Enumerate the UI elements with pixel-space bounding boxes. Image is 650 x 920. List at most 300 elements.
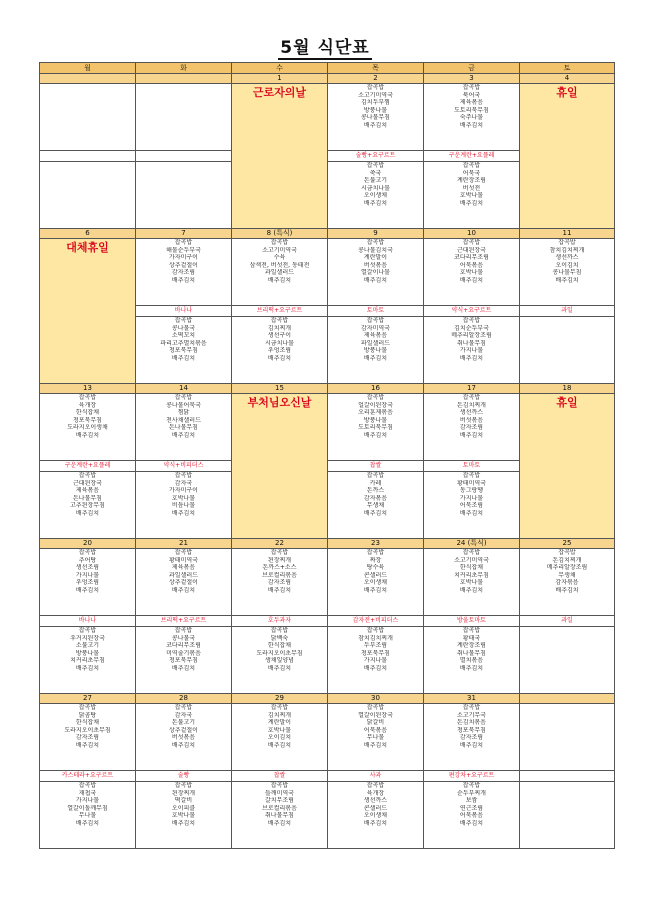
menu-item: 추어탕: [78, 556, 97, 564]
menu-item: 배추김치: [267, 354, 292, 362]
menu-item: 방풍나물: [75, 649, 100, 657]
menu-item: 생선까스: [555, 254, 579, 262]
holiday-label: 근로자의날: [232, 84, 328, 229]
menu-item: 오이생채: [363, 579, 388, 587]
menu-item: 청포묵무침: [457, 726, 486, 734]
menu-item: 가자미구이: [169, 487, 198, 495]
snack-item: 브리떡+요구르트: [232, 306, 328, 317]
menu-item: 숙주나물: [459, 114, 484, 122]
menu-item: 잡곡밥: [366, 317, 385, 324]
lunch-row: [40, 84, 615, 151]
menu-item: 콩나물김치국: [358, 246, 393, 254]
menu-item: 황태미역국: [169, 556, 198, 564]
menu-item: 된장찌개: [267, 556, 292, 564]
menu-item: 잡곡밥: [462, 239, 481, 246]
dinner-menu: [328, 317, 424, 384]
menu-item: 콩나물무침: [361, 114, 390, 122]
menu-item: 배추김치: [267, 664, 292, 672]
menu-item: 재첩국: [78, 789, 97, 797]
lunch-menu: [424, 549, 520, 616]
snack-item: [520, 771, 615, 782]
date-cell: 20: [40, 539, 136, 549]
menu-item: 어묵볶음: [459, 261, 484, 269]
date-row: [40, 74, 615, 84]
menu-item: 된장찌개: [171, 789, 196, 797]
menu-item: 닭갈비: [366, 719, 385, 727]
date-cell: 1: [232, 74, 328, 84]
menu-item: 배추김치: [171, 509, 196, 517]
menu-item: 잡곡밥: [174, 627, 193, 634]
lunch-menu: [136, 84, 232, 151]
menu-item: 호박나물: [267, 726, 292, 734]
menu-item: 무생채: [558, 571, 576, 579]
lunch-menu: [232, 239, 328, 306]
date-cell: 18: [520, 384, 615, 394]
menu-item: 한식잡채: [459, 564, 484, 572]
menu-item: 제육볶음: [459, 99, 484, 107]
menu-item: 천사채샐러드: [166, 416, 201, 424]
menu-item: 소떡꼬치: [171, 332, 196, 340]
lunch-menu: [40, 84, 136, 151]
snack-row: [40, 771, 615, 782]
menu-item: 잡곡밥: [270, 317, 289, 324]
dinner-menu: [424, 162, 520, 229]
date-cell: 24 (특식): [424, 539, 520, 549]
menu-item: 떡갈비: [174, 797, 193, 805]
menu-item: 잡곡밥: [462, 782, 481, 789]
page-title: 5월 식단표: [280, 38, 370, 58]
menu-item: 메추리알장조림: [451, 332, 492, 340]
menu-item: 배추김치: [75, 741, 100, 749]
menu-item: 과일샐러드: [265, 269, 294, 277]
menu-item: 배추김치: [459, 199, 484, 207]
dinner-row: [40, 627, 615, 694]
menu-item: 잡곡밥: [270, 627, 289, 634]
lunch-row: [40, 549, 615, 616]
menu-item: 취나물무침: [457, 339, 486, 347]
menu-item: 배추김치: [459, 741, 484, 749]
menu-item: 배추김치: [459, 121, 484, 129]
date-cell: [520, 694, 615, 704]
menu-item: 잡곡밥: [558, 239, 576, 246]
menu-item: 닭곰탕: [78, 711, 97, 719]
menu-item: 잡곡밥: [366, 549, 385, 556]
menu-item: 김치두부찜: [361, 99, 390, 107]
day-header-row: [40, 63, 615, 74]
dinner-menu: [136, 317, 232, 384]
menu-item: 호박나물: [459, 269, 484, 277]
menu-item: 오이김치: [267, 734, 292, 742]
snack-item: 감자전+비피더스: [328, 616, 424, 627]
menu-item: 배추김치: [363, 431, 388, 439]
date-cell: 28: [136, 694, 232, 704]
menu-item: 청포묵무침: [169, 657, 198, 665]
menu-item: 잡곡밥: [462, 394, 481, 401]
dinner-menu: [232, 782, 328, 849]
dinner-menu: [424, 782, 520, 849]
menu-item: 어묵볶음: [363, 726, 388, 734]
menu-item: 카레: [369, 479, 382, 487]
date-cell: 2: [328, 74, 424, 84]
menu-item: 근대된장국: [73, 479, 102, 487]
date-cell: 16: [328, 384, 424, 394]
menu-item: 콩나물국: [171, 634, 196, 642]
menu-item: 잡곡밥: [558, 549, 576, 556]
menu-item: 열갈이된장국: [358, 711, 393, 719]
snack-item: 찹쌀: [232, 771, 328, 782]
menu-item: 시금치나물: [265, 339, 294, 347]
menu-item: 찜닭: [177, 409, 190, 417]
snack-item: 과일: [520, 306, 615, 317]
menu-item: 잡곡밥: [270, 782, 289, 789]
holiday-label: 휴일: [520, 394, 615, 539]
snack-item: 토마토: [328, 306, 424, 317]
menu-item: 도라지오이생채: [67, 424, 108, 432]
menu-item: 감자볶음: [363, 494, 388, 502]
menu-item: 어묵국: [462, 169, 481, 177]
menu-item: 오이생채: [363, 812, 388, 820]
menu-item: 감자조림: [459, 734, 484, 742]
menu-item: 배추김치: [75, 431, 100, 439]
menu-item: 가지나물: [363, 657, 388, 665]
menu-item: 비듬나물: [171, 502, 196, 510]
menu-item: 돈까스+소스: [262, 564, 297, 572]
menu-item: 콩나물국: [171, 324, 196, 332]
menu-item: 우엉조림: [75, 579, 100, 587]
menu-item: 배추김치: [363, 121, 388, 129]
snack-item: 술빵+요구르트: [328, 151, 424, 162]
menu-item: 브로컬리볶음: [262, 571, 297, 579]
menu-item: 배추김치: [171, 276, 196, 284]
menu-item: 고추된장무침: [70, 502, 105, 510]
lunch-menu: [520, 704, 615, 771]
menu-item: 배추김치: [267, 819, 292, 827]
snack-item: 과일: [520, 616, 615, 627]
day-header: 수: [232, 63, 328, 74]
snack-item: 사과: [328, 771, 424, 782]
menu-item: 돈김치찌개: [552, 556, 582, 564]
menu-item: 계란장조림: [457, 642, 486, 650]
menu-item: 파리고추멸치볶음: [160, 339, 207, 347]
day-header: 목: [328, 63, 424, 74]
menu-item: 치커리초무침: [70, 657, 105, 665]
menu-item: 배추김치: [75, 509, 100, 517]
dinner-menu: [40, 627, 136, 694]
menu-item: 닭백숙: [270, 634, 289, 642]
menu-item: 메추리알장조림: [546, 564, 588, 572]
lunch-menu: [520, 239, 615, 306]
menu-item: 소고기미역국: [262, 246, 297, 254]
menu-item: 잡곡밥: [174, 704, 193, 711]
menu-item: 돈불고기: [171, 719, 196, 727]
date-cell: 9: [328, 229, 424, 239]
snack-item: [40, 151, 136, 162]
menu-item: 배추김치: [171, 664, 196, 672]
menu-item: 가지나물: [459, 494, 484, 502]
menu-item: 배추김치: [171, 586, 196, 594]
menu-item: 김치찌개: [267, 324, 292, 332]
menu-item: 상추겉절이: [169, 726, 198, 734]
menu-item: 도토리묵무침: [358, 424, 393, 432]
menu-item: 한식잡채: [267, 642, 292, 650]
date-cell: 23: [328, 539, 424, 549]
menu-item: 잡곡밥: [174, 472, 193, 479]
snack-item: 방울토마토: [424, 616, 520, 627]
menu-item: 배추김치: [459, 819, 484, 827]
date-cell: 25: [520, 539, 615, 549]
menu-item: 우거지된장국: [70, 634, 105, 642]
menu-item: 잡곡밥: [366, 627, 385, 634]
menu-item: 배추김치: [363, 276, 388, 284]
menu-item: 잡곡밥: [462, 549, 481, 556]
menu-item: 배추김치: [459, 354, 484, 362]
menu-item: 호박나물: [459, 579, 484, 587]
menu-item: 배추김치: [267, 586, 292, 594]
menu-item: 가지나물: [459, 347, 484, 355]
menu-item: 생선까스: [459, 409, 484, 417]
date-cell: 4: [520, 74, 615, 84]
dinner-menu: [520, 782, 615, 849]
date-cell: 22: [232, 539, 328, 549]
menu-item: 생선구이: [267, 332, 292, 340]
snack-item: 구운계란+요플레: [424, 151, 520, 162]
menu-item: 잡곡밥: [366, 472, 385, 479]
snack-item: 카스테라+요구르트: [40, 771, 136, 782]
menu-calendar: [39, 62, 615, 849]
date-cell: [136, 74, 232, 84]
day-header: 월: [40, 63, 136, 74]
menu-item: 가지나물: [75, 797, 100, 805]
dinner-menu: [232, 627, 328, 694]
menu-item: 북어국: [462, 91, 481, 99]
menu-item: 해물순두부국: [166, 246, 201, 254]
menu-item: 동그랑땡: [459, 487, 484, 495]
menu-item: 갈치무조림: [265, 797, 294, 805]
menu-item: 계란말이: [267, 719, 292, 727]
menu-item: 코다리무조림: [166, 642, 201, 650]
menu-item: 잡곡밥: [462, 472, 481, 479]
menu-item: 멸치볶음: [459, 657, 484, 665]
lunch-menu: [328, 549, 424, 616]
menu-item: 육개장: [78, 401, 97, 409]
dinner-menu: [328, 162, 424, 229]
snack-item: [136, 151, 232, 162]
menu-item: 배추김치: [363, 509, 388, 517]
menu-item: 감자조림: [459, 424, 484, 432]
menu-item: 배추김치: [459, 664, 484, 672]
menu-item: 방풍나물: [363, 416, 388, 424]
date-cell: 27: [40, 694, 136, 704]
lunch-menu: [232, 704, 328, 771]
date-cell: 14: [136, 384, 232, 394]
menu-item: 배추김치: [555, 586, 579, 594]
date-cell: 21: [136, 539, 232, 549]
menu-item: 돈불고기: [363, 177, 388, 185]
menu-item: 배추김치: [363, 819, 388, 827]
dinner-menu: [136, 162, 232, 229]
menu-item: 취나물무침: [457, 649, 486, 657]
menu-item: 코다리무조림: [454, 254, 489, 262]
menu-item: 도라지오이초무침: [64, 726, 111, 734]
menu-item: 계란말이: [363, 254, 388, 262]
menu-item: 잡곡밥: [270, 239, 289, 246]
menu-item: 버섯볶음: [363, 261, 388, 269]
menu-item: 배추김치: [171, 354, 196, 362]
lunch-menu: [136, 239, 232, 306]
menu-item: 잡곡밥: [462, 162, 481, 169]
menu-item: 배추김치: [267, 741, 292, 749]
lunch-menu: [328, 239, 424, 306]
date-cell: 7: [136, 229, 232, 239]
date-cell: [40, 74, 136, 84]
menu-item: 잡곡밥: [78, 472, 97, 479]
day-header: 화: [136, 63, 232, 74]
menu-item: 오리훈제볶음: [358, 409, 393, 417]
menu-item: 돈나물무침: [169, 424, 198, 432]
date-row: [40, 694, 615, 704]
menu-item: 김치순두부국: [454, 324, 489, 332]
menu-item: 우엉조림: [267, 347, 292, 355]
lunch-menu: [424, 84, 520, 151]
menu-item: 잡곡밥: [462, 317, 481, 324]
menu-item: 소불고기: [75, 642, 100, 650]
holiday-label: 부처님오신날: [232, 394, 328, 539]
menu-item: 감자볶음: [555, 579, 579, 587]
date-cell: 31: [424, 694, 520, 704]
lunch-menu: [40, 394, 136, 461]
date-row: [40, 539, 615, 549]
lunch-menu: [328, 394, 424, 461]
holiday-label: 대체휴일: [40, 239, 136, 384]
menu-item: 한식잡채: [75, 719, 100, 727]
date-cell: 8 (특식): [232, 229, 328, 239]
snack-item: 술빵: [136, 771, 232, 782]
snack-item: 약식+요구르트: [424, 306, 520, 317]
menu-item: 상추겉절이: [169, 261, 198, 269]
lunch-menu: [136, 704, 232, 771]
menu-item: 삼색전, 버섯전, 동태전: [249, 261, 310, 269]
dinner-menu: [40, 162, 136, 229]
menu-item: 생채잎양념: [265, 657, 294, 665]
menu-item: 잡곡밥: [462, 627, 481, 634]
menu-item: 배추김치: [459, 586, 484, 594]
menu-item: 얼갈이된장국: [358, 401, 393, 409]
menu-item: 감자조림: [171, 269, 196, 277]
dinner-menu: [136, 782, 232, 849]
lunch-menu: [424, 704, 520, 771]
menu-item: 배추김치: [171, 819, 196, 827]
menu-item: 배추김치: [363, 741, 388, 749]
menu-item: 오이생채: [363, 192, 388, 200]
menu-item: 제육볶음: [75, 487, 100, 495]
menu-item: 버섯볶음: [171, 734, 196, 742]
menu-item: 시금치나물: [361, 184, 390, 192]
menu-item: 배추김치: [459, 431, 484, 439]
menu-item: 연근조림: [459, 804, 484, 812]
date-cell: 17: [424, 384, 520, 394]
menu-item: 파일샐러드: [361, 339, 390, 347]
holiday-label: 휴일: [520, 84, 615, 229]
snack-item: 바나나: [40, 616, 136, 627]
menu-item: 들깨미역국: [265, 789, 294, 797]
menu-item: 취나물무침: [265, 812, 294, 820]
menu-item: 잡곡밥: [78, 627, 97, 634]
lunch-row: [40, 239, 615, 306]
lunch-menu: [424, 394, 520, 461]
menu-item: 돈김치볶음: [457, 719, 486, 727]
menu-item: 잡곡밥: [78, 394, 97, 401]
menu-item: 청포묵무침: [73, 416, 102, 424]
snack-item: 바나나: [136, 306, 232, 317]
menu-item: 잡곡밥: [366, 704, 385, 711]
lunch-row: [40, 704, 615, 771]
menu-item: 콩나물무침: [552, 269, 582, 277]
menu-item: 어묵조림: [459, 502, 484, 510]
menu-item: 잡곡밥: [462, 84, 481, 91]
menu-item: 잡곡밥: [462, 704, 481, 711]
menu-item: 두부조림: [363, 642, 388, 650]
menu-item: 근대된장국: [457, 246, 486, 254]
menu-item: 제육볶음: [171, 564, 196, 572]
snack-item: 찹쌀: [328, 461, 424, 472]
snack-item: 브리떡+요구르트: [136, 616, 232, 627]
lunch-menu: [328, 704, 424, 771]
menu-item: 감자미역국: [361, 324, 390, 332]
menu-item: 참치김치찌개: [549, 246, 585, 254]
menu-item: 가자미구이: [169, 254, 198, 262]
menu-item: 감자조림: [267, 579, 292, 587]
menu-item: 감자조림: [75, 734, 100, 742]
lunch-menu: [40, 549, 136, 616]
menu-item: 브로컬리볶음: [262, 804, 297, 812]
menu-item: 방풍나물: [363, 106, 388, 114]
menu-item: 생선조림: [75, 564, 100, 572]
menu-item: 배추김치: [75, 819, 100, 827]
menu-item: 배추김치: [171, 431, 196, 439]
menu-item: 감자국: [174, 711, 193, 719]
date-cell: 3: [424, 74, 520, 84]
dinner-menu: [40, 472, 136, 539]
menu-item: 미역줄기볶음: [166, 649, 201, 657]
lunch-menu: [136, 394, 232, 461]
menu-item: 배추김치: [363, 199, 388, 207]
lunch-menu: [520, 549, 615, 616]
date-cell: 13: [40, 384, 136, 394]
dinner-menu: [328, 472, 424, 539]
menu-item: 무생채: [366, 502, 385, 510]
date-cell: 15: [232, 384, 328, 394]
dinner-menu: [40, 782, 136, 849]
date-cell: 6: [40, 229, 136, 239]
date-cell: 30: [328, 694, 424, 704]
menu-item: 배추김치: [75, 586, 100, 594]
menu-item: 무나물: [366, 734, 385, 742]
menu-item: 호박나물: [171, 812, 196, 820]
menu-item: 잡곡밥: [78, 549, 97, 556]
dinner-menu: [520, 627, 615, 694]
dinner-menu: [136, 627, 232, 694]
dinner-menu: [328, 627, 424, 694]
menu-item: 짜장: [369, 556, 382, 564]
menu-item: 잡곡밥: [270, 704, 289, 711]
menu-item: 소고기미역국: [454, 556, 489, 564]
menu-item: 열갈이돌깨무침: [67, 804, 108, 812]
menu-item: 배추김치: [75, 664, 100, 672]
day-header: 금: [424, 63, 520, 74]
dinner-menu: [232, 317, 328, 384]
menu-item: 배추김치: [363, 354, 388, 362]
dinner-row: [40, 782, 615, 849]
